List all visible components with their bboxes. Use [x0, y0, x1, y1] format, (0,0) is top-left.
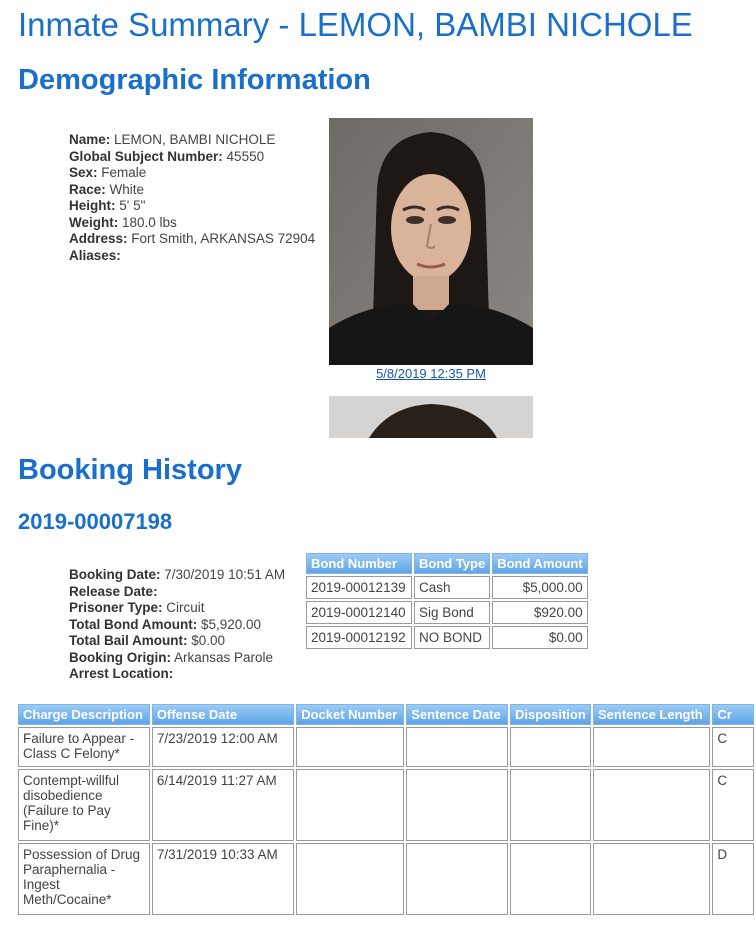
field-release-date: Release Date: — [69, 583, 158, 599]
field-arrest-location: Arrest Location: — [69, 666, 174, 681]
bond-table — [304, 551, 590, 651]
field-total-bond-amount: Total Bond Amount: $5,920.00 — [69, 616, 262, 632]
sentence-length-header[interactable]: Sentence Length — [593, 704, 710, 725]
crime-class-cell: C — [712, 769, 754, 841]
bond-amount-cell: $5,000.00 — [492, 576, 587, 599]
charge-description-cell: Contempt-willful disobedience (Failure to Pay Fine)* — [18, 769, 150, 841]
demographic-heading: Demographic Information — [18, 64, 371, 96]
bond-amount-header[interactable]: Bond Amount — [492, 553, 587, 574]
bond-number-cell: 2019-00012192 — [306, 626, 412, 649]
offense-date-cell: 7/23/2019 12:00 AM — [152, 727, 294, 767]
bond-row — [306, 601, 588, 624]
field-address: Address: Fort Smith, ARKANSAS 72904 — [69, 231, 316, 246]
field-weight: Weight: 180.0 lbs — [69, 214, 177, 230]
bond-amount-cell: $0.00 — [492, 626, 587, 649]
sentence-length-cell — [593, 843, 710, 915]
photo-date-link[interactable]: 5/8/2019 12:35 PM — [376, 366, 486, 381]
sentence-length-cell — [593, 727, 710, 767]
bond-type-header[interactable]: Bond Type — [414, 553, 490, 574]
bond-number-cell: 2019-00012140 — [306, 601, 412, 624]
disposition-cell — [510, 727, 591, 767]
field-height: Height: 5' 5" — [69, 198, 146, 213]
mugshot-photo[interactable] — [329, 118, 533, 365]
charge-description-cell: Failure to Appear - Class C Felony* — [18, 727, 150, 767]
page-title: Inmate Summary - LEMON, BAMBI NICHOLE — [18, 6, 693, 43]
bond-type-cell: Cash — [414, 576, 490, 599]
charge-row — [18, 727, 754, 767]
bond-row — [306, 626, 588, 649]
charge-row — [18, 769, 754, 841]
charges-table-wrapper — [16, 702, 732, 932]
sentence-date-cell — [406, 843, 508, 915]
bond-number-header[interactable]: Bond Number — [306, 553, 412, 574]
charge-description-header[interactable]: Charge Description — [18, 704, 150, 725]
crime-class-cell: D — [712, 843, 754, 915]
second-photo[interactable] — [329, 396, 533, 438]
demographic-fields — [69, 132, 315, 264]
charge-description-cell: Possession of Drug Paraphernalia - Ingest Meth/Cocaine* — [18, 843, 150, 915]
charges-header-row — [18, 704, 754, 725]
booking-number: 2019-00007198 — [18, 509, 173, 534]
charges-table — [16, 702, 756, 917]
field-name: Name: LEMON, BAMBI NICHOLE — [69, 132, 276, 147]
crime-class-header[interactable]: Cr — [712, 704, 754, 725]
docket-number-header[interactable]: Docket Number — [296, 704, 404, 725]
mugshot-image — [329, 118, 533, 365]
bond-type-cell: NO BOND — [414, 626, 490, 649]
sentence-date-header[interactable]: Sentence Date — [406, 704, 508, 725]
crime-class-cell: C — [712, 727, 754, 767]
bond-number-cell: 2019-00012139 — [306, 576, 412, 599]
bond-header-row — [306, 553, 588, 574]
second-photo-image — [329, 396, 533, 438]
field-prisoner-type: Prisoner Type: Circuit — [69, 600, 205, 615]
booking-history-heading: Booking History — [18, 454, 242, 486]
docket-number-cell — [296, 843, 404, 915]
docket-number-cell — [296, 727, 404, 767]
bond-row — [306, 576, 588, 599]
bond-type-cell: Sig Bond — [414, 601, 490, 624]
disposition-cell — [510, 769, 591, 841]
field-total-bail-amount: Total Bail Amount: $0.00 — [69, 633, 226, 648]
sentence-date-cell — [406, 727, 508, 767]
booking-fields — [69, 567, 285, 683]
sentence-length-cell — [593, 769, 710, 841]
sentence-date-cell — [406, 769, 508, 841]
field-global-subject-number: Global Subject Number: 45550 — [69, 148, 265, 164]
offense-date-cell: 7/31/2019 10:33 AM — [152, 843, 294, 915]
field-race: Race: White — [69, 181, 145, 197]
disposition-cell — [510, 843, 591, 915]
field-booking-date: Booking Date: 7/30/2019 10:51 AM — [69, 567, 286, 582]
field-aliases: Aliases: — [69, 247, 121, 263]
field-sex: Sex: Female — [69, 165, 147, 180]
docket-number-cell — [296, 769, 404, 841]
offense-date-cell: 6/14/2019 11:27 AM — [152, 769, 294, 841]
offense-date-header[interactable]: Offense Date — [152, 704, 294, 725]
field-booking-origin: Booking Origin: Arkansas Parole — [69, 649, 274, 665]
bond-amount-cell: $920.00 — [492, 601, 587, 624]
disposition-header[interactable]: Disposition — [510, 704, 591, 725]
charge-row — [18, 843, 754, 915]
